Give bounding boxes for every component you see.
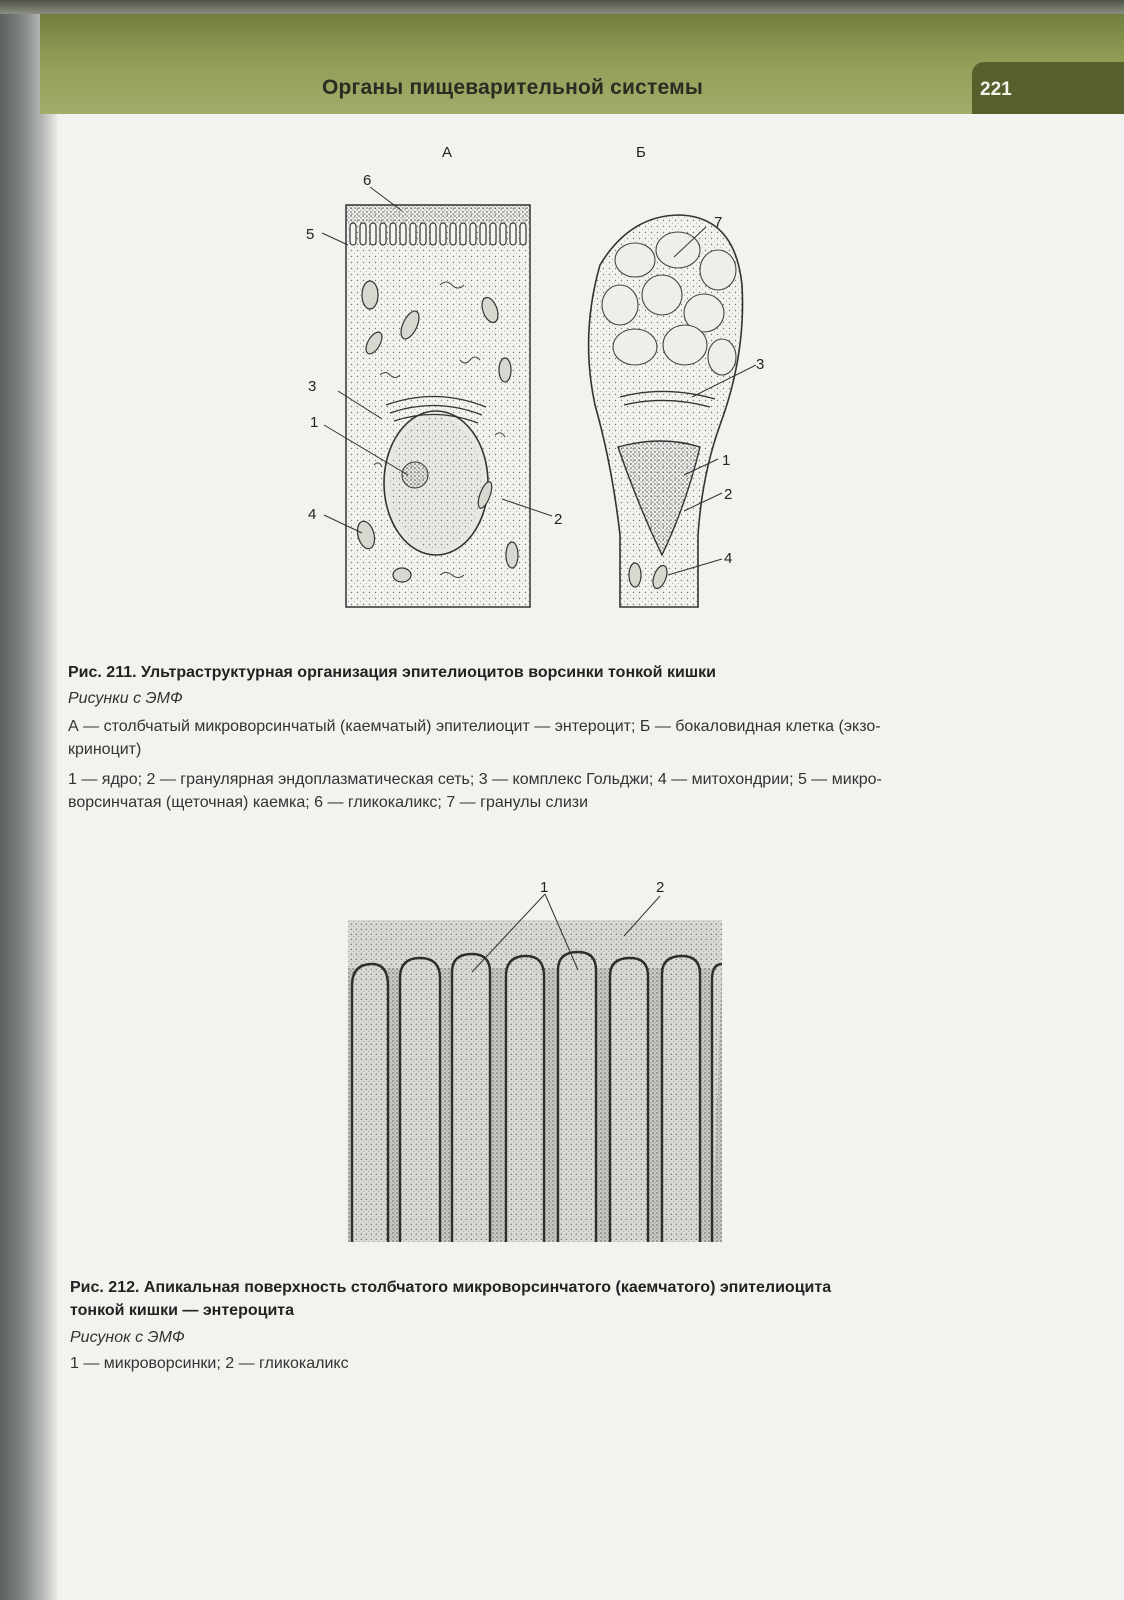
panel-a-label: А	[442, 144, 453, 161]
enterocyte-cell	[346, 205, 530, 607]
running-header-title: Органы пищеварительной системы	[322, 76, 703, 99]
figure-211-source: Рисунки с ЭМФ	[68, 690, 183, 707]
figure-211-legend-line-2: ворсинчатая (щеточная) каемка; 6 — гликокаликс; 7 — гранулы слизи	[68, 794, 589, 811]
figure-211-a-label-1: 1	[310, 414, 319, 431]
figure-212-label-1: 1	[540, 879, 549, 896]
figure-212-drawing	[340, 868, 740, 1268]
figure-211-description-line-1: А — столбчатый микроворсинчатый (каемчатый) эпителиоцит — энтероцит; Б — бокаловидная клетка (экзо-	[68, 718, 881, 735]
figure-212-title	[70, 1276, 1050, 1322]
figure-211-description	[68, 715, 1038, 761]
figure-211-legend	[68, 768, 1038, 814]
figure-211-title: Рис. 211. Ультраструктурная организация эпителиоцитов ворсинки тонкой кишки	[68, 664, 716, 681]
microvilli-section	[348, 920, 722, 1242]
figure-211-legend-line-1: 1 — ядро; 2 — гранулярная эндоплазматическая сеть; 3 — комплекс Гольджи; 4 — митохондрии; 5 — микро-	[68, 771, 882, 788]
goblet-cell	[589, 215, 743, 607]
figure-211-a-label-2: 2	[554, 511, 563, 528]
figure-212-legend: 1 — микроворсинки; 2 — гликокаликс	[70, 1355, 349, 1372]
figure-211-description-line-2: криноцит)	[68, 741, 142, 758]
figure-211-a-label-6: 6	[363, 172, 372, 189]
panel-b-label: Б	[636, 144, 646, 161]
page-binding-shadow	[0, 0, 58, 1600]
figure-212-source: Рисунок с ЭМФ	[70, 1329, 185, 1346]
figure-211-b-label-4: 4	[724, 550, 733, 567]
figure-211-b-label-7: 7	[714, 214, 723, 231]
page-top-edge	[0, 0, 1124, 14]
figure-211-a-label-4: 4	[308, 506, 317, 523]
figure-211-a-label-3: 3	[308, 378, 317, 395]
figure-211-b-label-1: 1	[722, 452, 731, 469]
figure-211-b-label-2: 2	[724, 486, 733, 503]
figure-212-title-line-2: тонкой кишки — энтероцита	[70, 1302, 295, 1319]
figure-212-label-2: 2	[656, 879, 665, 896]
page-number: 221	[980, 79, 1012, 100]
figure-212-illustration	[340, 868, 740, 1268]
figure-211-a-label-5: 5	[306, 226, 315, 243]
figure-211-illustration	[290, 135, 790, 625]
figure-211-drawing	[290, 135, 790, 625]
figure-212-title-line-1: Рис. 212. Апикальная поверхность столбчатого микроворсинчатого (каемчатого) эпителиоцита	[70, 1279, 832, 1296]
figure-211-b-label-3: 3	[756, 356, 765, 373]
